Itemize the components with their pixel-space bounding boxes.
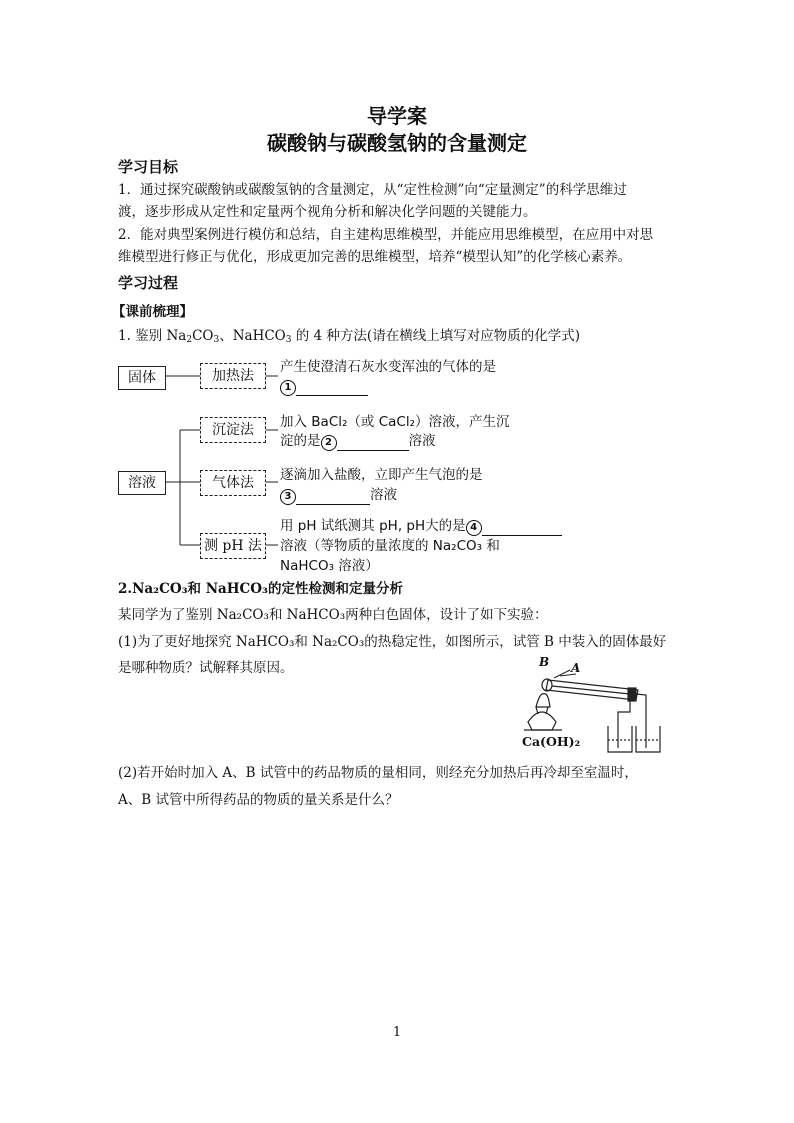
circle-number-1: 1 bbox=[280, 380, 296, 396]
question-1: 1. 鉴别 $Na_2CO_3$、NaHCO$_3$ 的 4 种方法(请在横线上填写对应物质的化学式) bbox=[118, 328, 580, 345]
label-a: A bbox=[571, 661, 581, 675]
gas-desc-line-2 bbox=[280, 483, 397, 505]
circle-number-4: 4 bbox=[466, 520, 482, 536]
q2-sub1-line-1: (1)为了更好地探究 NaHCO₃和 Na₂CO₃的热稳定性，如图所示，试管 B 中装入的固体最好 bbox=[118, 634, 667, 650]
precip-desc-line-2 bbox=[280, 429, 436, 451]
ph-desc-line-3: NaHCO₃ 溶液） bbox=[280, 558, 379, 574]
circle-number-2: 2 bbox=[321, 435, 337, 451]
ph-desc-line-2: 溶液（等物质的量浓度的 Na₂CO₃ 和 bbox=[280, 538, 500, 554]
section-label: 【课前梳理】 bbox=[112, 304, 193, 320]
gas-desc-line-1: 逐滴加入盐酸，立即产生气泡的是 bbox=[280, 467, 483, 483]
goal-2-line-2: 维模型进行修正与优化，形成更加完善的思维模型，培养“模型认知”的化学核心素养。 bbox=[118, 249, 632, 265]
q2-sub2-line-1: (2)若开始时加入 A、B 试管中的药品物质的量相同，则经充分加热后再冷却至室温时， bbox=[118, 765, 638, 781]
goals-heading: 学习目标 bbox=[118, 158, 179, 176]
process-heading: 学习过程 bbox=[118, 274, 179, 292]
heat-answer-line bbox=[280, 378, 368, 396]
circle-number-3: 3 bbox=[280, 489, 296, 505]
q2-sub1-line-2: 是哪种物质？试解释其原因。 bbox=[118, 660, 294, 676]
page-number: 1 bbox=[392, 1025, 402, 1040]
q1-mid1: CO bbox=[192, 328, 214, 344]
ph-desc-line-1 bbox=[280, 514, 562, 536]
solid-box: 固体 bbox=[118, 366, 166, 390]
precip-desc-line-1: 加入 BaCl₂（或 CaCl₂）溶液，产生沉 bbox=[280, 414, 510, 430]
answer-blank-2[interactable] bbox=[337, 434, 409, 451]
goal-1-line-1: 1．通过探究碳酸钠或碳酸氢钠的含量测定，从“定性检测”向“定量测定”的科学思维过 bbox=[118, 182, 627, 198]
q2-sub2-line-2: A、B 试管中所得药品的物质的量关系是什么？ bbox=[118, 792, 399, 808]
goal-1-line-2: 渡，逐步形成从定性和定量两个视角分析和解决化学问题的关键能力。 bbox=[118, 204, 537, 220]
answer-blank-1[interactable] bbox=[296, 379, 368, 396]
page-title: 导学案 bbox=[367, 104, 427, 128]
label-caoh2: Ca(OH)₂ bbox=[522, 734, 581, 749]
precip-method-box: 沉淀法 bbox=[200, 417, 266, 443]
q2-intro: 某同学为了鉴别 Na₂CO₃和 NaHCO₃两种白色固体，设计了如下实验： bbox=[118, 607, 548, 623]
solution-box: 溶液 bbox=[118, 471, 166, 495]
page-subtitle: 碳酸钠与碳酸氢钠的含量测定 bbox=[267, 131, 527, 155]
answer-blank-3[interactable] bbox=[296, 488, 370, 505]
q1-suffix: 的 4 种方法(请在横线上填写对应物质的化学式) bbox=[295, 328, 580, 344]
gas-method-box: 气体法 bbox=[200, 470, 266, 496]
q2-heading: 2.Na₂CO₃和 NaHCO₃的定性检测和定量分析 bbox=[118, 581, 403, 597]
q1-mid2: 、NaHCO bbox=[219, 328, 286, 344]
precip-desc-2b: 溶液 bbox=[408, 433, 436, 449]
q1-prefix: 1. 鉴别 Na bbox=[118, 328, 187, 344]
heat-method-box: 加热法 bbox=[200, 363, 266, 389]
label-b: B bbox=[539, 655, 550, 669]
ph-desc-1: 用 pH 试纸测其 pH, pH大的是 bbox=[280, 518, 466, 534]
gas-desc-2: 溶液 bbox=[370, 487, 397, 503]
ph-method-box: 测 pH 法 bbox=[200, 533, 266, 559]
goal-2-line-1: 2．能对典型案例进行模仿和总结，自主建构思维模型，并能应用思维模型，在应用中对思 bbox=[118, 227, 654, 243]
heat-desc: 产生使澄清石灰水变浑浊的气体的是 bbox=[280, 359, 496, 375]
precip-desc-2a: 淀的是 bbox=[280, 433, 321, 449]
